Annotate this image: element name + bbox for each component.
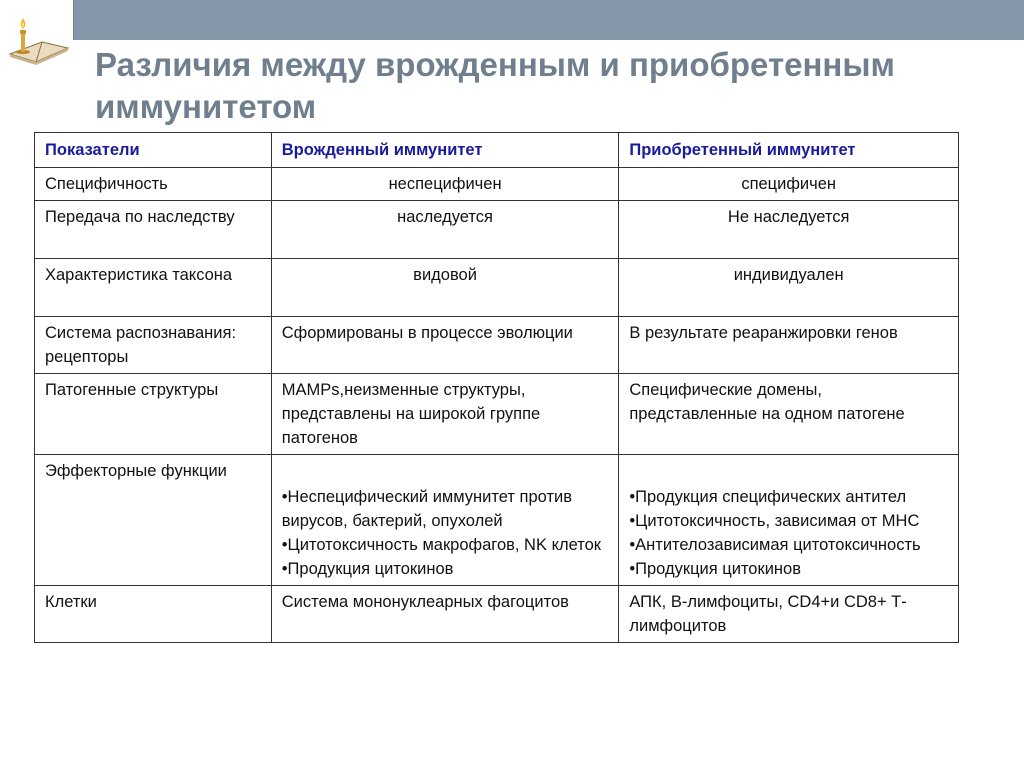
- acquired-cell: В результате реаранжировки генов: [619, 317, 959, 374]
- row-label: Клетки: [35, 586, 272, 643]
- acquired-cell: индивидуален: [619, 259, 959, 317]
- candle-book-logo: [6, 8, 70, 72]
- acquired-cell: АПК, В-лимфоциты, CD4+и CD8+ Т-лимфоцитов: [619, 586, 959, 643]
- row-label: Патогенные структуры: [35, 374, 272, 455]
- innate-cell: наследуется: [271, 201, 619, 259]
- page-title: Различия между врожденным и приобретенным иммунитетом: [95, 46, 895, 125]
- row-label: Система распознавания: рецепторы: [35, 317, 272, 374]
- acquired-cell: Специфические домены, представленные на одном патогене: [619, 374, 959, 455]
- acquired-cell: [619, 455, 959, 586]
- header-band: [74, 0, 1024, 40]
- innate-cell: видовой: [271, 259, 619, 317]
- row-label: Характеристика таксона: [35, 259, 272, 317]
- list-item: • Продукция специфических антител: [629, 485, 948, 509]
- row-label: Передача по наследству: [35, 201, 272, 259]
- acquired-cell: специфичен: [619, 168, 959, 201]
- column-header-indicators: Показатели: [35, 133, 272, 168]
- acquired-cell: Не наследуется: [619, 201, 959, 259]
- list-item: • Цитотоксичность, зависимая от МНС: [629, 509, 948, 533]
- table-row: [35, 586, 959, 643]
- table-header-row: [35, 133, 959, 168]
- innate-cell: [271, 455, 619, 586]
- header-divider: [73, 0, 74, 40]
- acquired-effector-list: [629, 485, 948, 581]
- table-row: [35, 168, 959, 201]
- list-item: • Неспецифический иммунитет против вирусов, бактерий, опухолей: [282, 485, 609, 533]
- column-header-acquired: Приобретенный иммунитет: [619, 133, 959, 168]
- innate-cell: Система мононуклеарных фагоцитов: [271, 586, 619, 643]
- list-item: • Антителозависимая цитотоксичность: [629, 533, 948, 557]
- innate-cell: Сформированы в процессе эволюции: [271, 317, 619, 374]
- list-item: • Продукция цитокинов: [629, 557, 948, 581]
- list-item: • Продукция цитокинов: [282, 557, 609, 581]
- row-label: Специфичность: [35, 168, 272, 201]
- table-row: [35, 374, 959, 455]
- comparison-table: [34, 132, 959, 643]
- row-label: Эффекторные функции: [35, 455, 272, 586]
- table-row: [35, 455, 959, 586]
- table-row: [35, 317, 959, 374]
- column-header-innate: Врожденный иммунитет: [271, 133, 619, 168]
- innate-cell: MAMPs,неизменные структуры, представлены на широкой группе патогенов: [271, 374, 619, 455]
- list-item: • Цитотоксичность макрофагов, NK клеток: [282, 533, 609, 557]
- innate-effector-list: [282, 485, 609, 581]
- table-row: [35, 201, 959, 259]
- innate-cell: неспецифичен: [271, 168, 619, 201]
- table-row: [35, 259, 959, 317]
